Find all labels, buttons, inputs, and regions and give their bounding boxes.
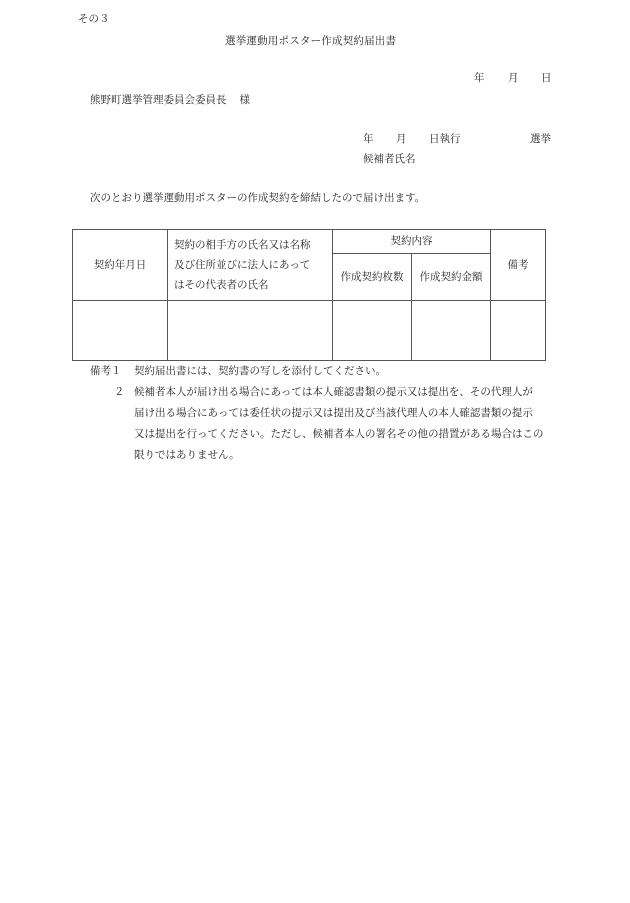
form-number: その３ — [78, 13, 110, 25]
contract-table — [72, 229, 546, 361]
election-date-line — [363, 134, 551, 145]
note-2-line: 限りではありません。 — [134, 449, 240, 461]
date-day-label: 日 — [541, 72, 552, 84]
addressee — [90, 95, 250, 106]
document-title: 選挙運動用ポスター作成契約届出書 — [225, 35, 397, 47]
cell-amount[interactable] — [412, 301, 491, 361]
cell-quantity[interactable] — [333, 301, 412, 361]
header-counterparty-line: 契約の相手方の氏名又は名称 — [174, 239, 311, 251]
election-year-label: 年 — [363, 133, 374, 145]
statement-text: 次のとおり選挙運動用ポスターの作成契約を締結したので届け出ます。 — [90, 192, 426, 204]
header-counterparty-line: 及び住所並びに法人にあって — [174, 259, 311, 271]
header-contract-date: 契約年月日 — [73, 230, 168, 301]
election-label: 選挙 — [530, 133, 551, 145]
header-counterparty — [168, 230, 333, 301]
date-month-label: 月 — [508, 72, 519, 84]
election-month-label: 月 — [396, 133, 407, 145]
candidate-name-label: 候補者氏名 — [363, 153, 416, 165]
note-2-number: ２ — [114, 386, 125, 398]
note-2-line: 候補者本人が届け出る場合にあっては本人確認書類の提示又は提出を、その代理人が — [134, 386, 533, 398]
note-2 — [114, 387, 533, 398]
date-year-label: 年 — [474, 72, 485, 84]
note-1-text: 契約届出書には、契約書の写しを添付してください。 — [134, 365, 386, 377]
submission-date — [474, 73, 552, 84]
note-2-line: 又は提出を行ってください。ただし、候補者本人の署名その他の措置がある場合はこの — [134, 428, 544, 440]
header-contract-details: 契約内容 — [333, 230, 491, 254]
header-counterparty-line: はその代表者の氏名 — [174, 279, 269, 291]
table-row — [73, 301, 546, 361]
addressee-name: 熊野町選挙管理委員会委員長 — [90, 94, 227, 106]
addressee-honorific: 様 — [239, 94, 250, 106]
table-header-row — [73, 230, 546, 254]
election-day-executed-label: 日執行 — [429, 133, 461, 145]
cell-contract-date[interactable] — [73, 301, 168, 361]
note-1 — [90, 366, 386, 377]
cell-counterparty[interactable] — [168, 301, 333, 361]
cell-remarks[interactable] — [491, 301, 546, 361]
header-amount: 作成契約金額 — [412, 254, 491, 301]
header-quantity: 作成契約枚数 — [333, 254, 412, 301]
note-2-line: 届け出る場合にあっては委任状の提示又は提出及び当該代理人の本人確認書類の提示 — [134, 407, 533, 419]
header-remarks: 備考 — [491, 230, 546, 301]
notes-label: 備考１ — [90, 365, 122, 377]
